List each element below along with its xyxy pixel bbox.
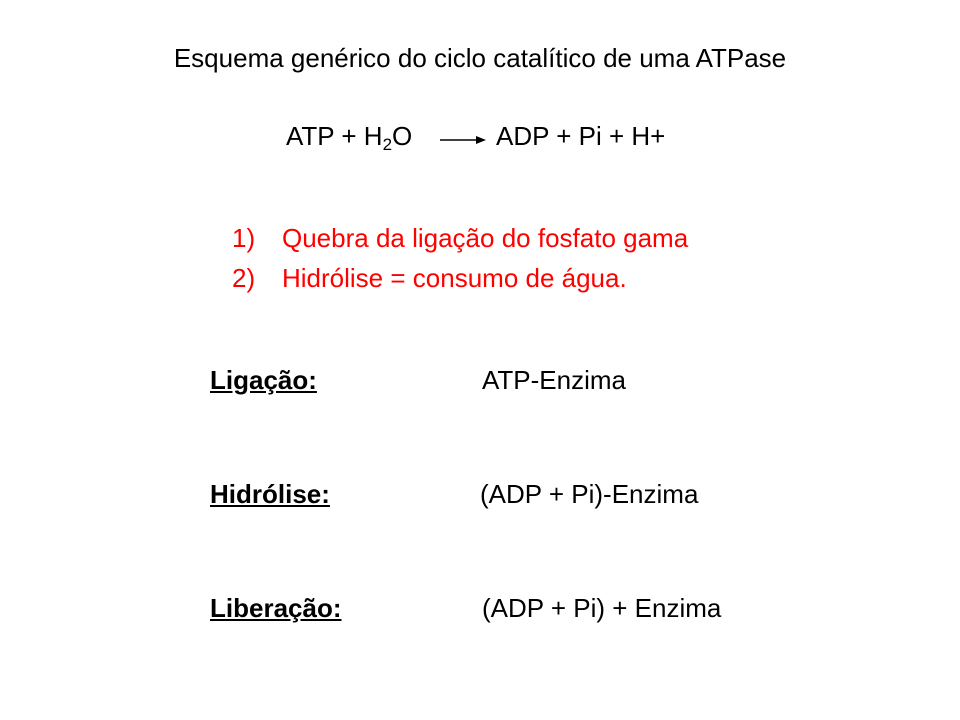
step-value-hidrolise: (ADP + Pi)-Enzima bbox=[480, 479, 699, 509]
note-number: 1) bbox=[232, 223, 256, 253]
note-item bbox=[232, 218, 688, 258]
notes-list bbox=[232, 218, 688, 298]
note-text: Hidrólise = consumo de água. bbox=[282, 263, 627, 293]
note-text: Quebra da ligação do fosfato gama bbox=[282, 223, 689, 253]
reactant-subscript: 2 bbox=[382, 135, 393, 154]
step-label-ligacao: Ligação: bbox=[210, 365, 317, 395]
note-item bbox=[232, 258, 688, 298]
equation-products: ADP + Pi + H+ bbox=[496, 121, 666, 151]
reaction-arrow-icon bbox=[440, 133, 486, 147]
step-label-liberacao: Liberação: bbox=[210, 593, 342, 623]
step-value-ligacao: ATP-Enzima bbox=[482, 365, 626, 395]
reactant-main: ATP + H bbox=[286, 121, 383, 151]
equation-reactants bbox=[286, 118, 412, 154]
step-value-liberacao: (ADP + Pi) + Enzima bbox=[482, 593, 722, 623]
slide-title: Esquema genérico do ciclo catalítico de uma ATPase bbox=[173, 43, 787, 73]
reactant-tail: O bbox=[392, 121, 413, 151]
note-number: 2) bbox=[232, 263, 256, 293]
step-label-hidrolise: Hidrólise: bbox=[210, 479, 330, 509]
